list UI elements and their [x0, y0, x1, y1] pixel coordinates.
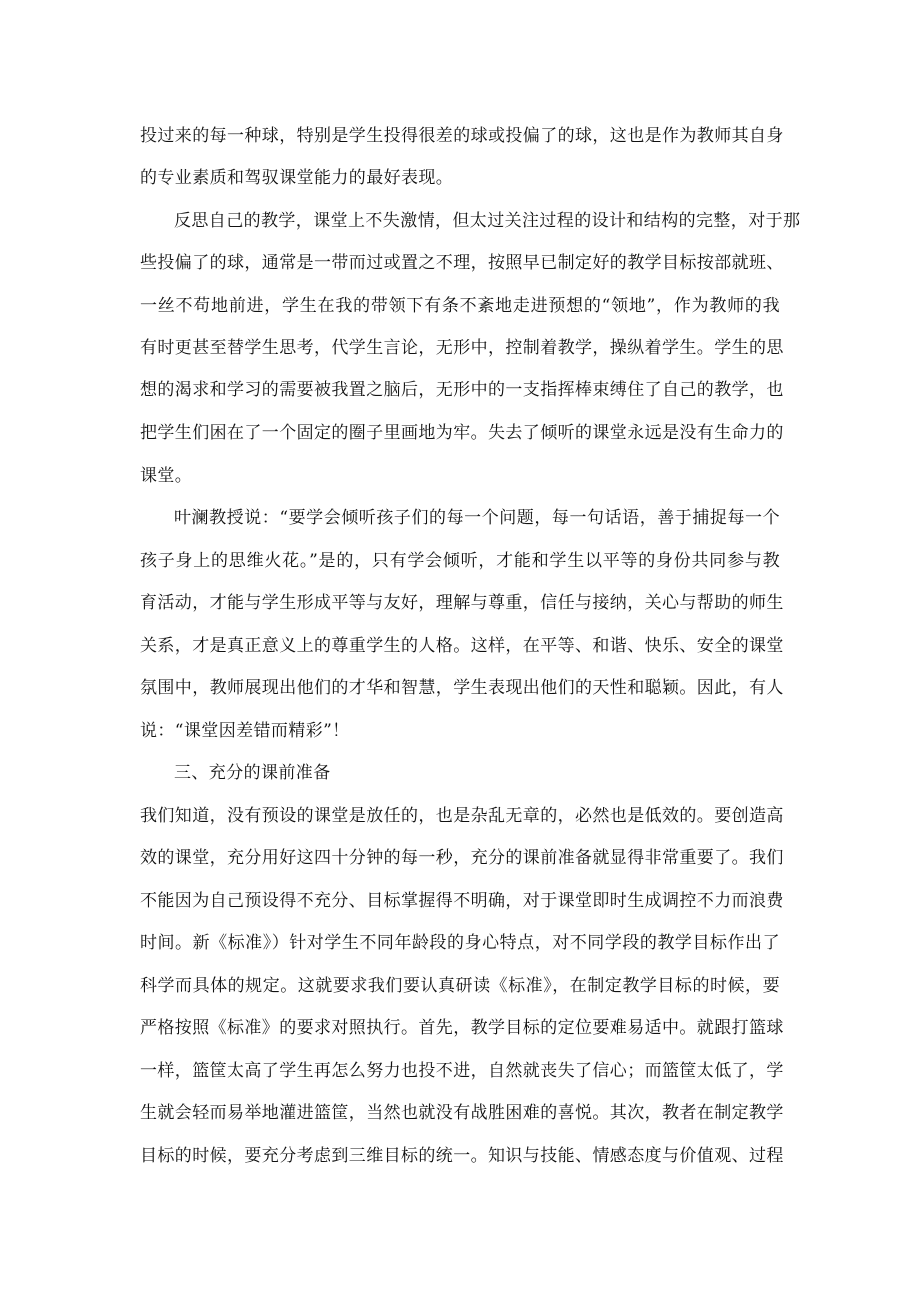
paragraph-1-line: 投过来的每一种球，特别是学生投得很差的球或投偏了的球，这也是作为教师其自身: [140, 126, 784, 146]
paragraph-4-line: 效的课堂，充分用好这四十分钟的每一秒，充分的课前准备就显得非常重要了。我们: [140, 848, 784, 868]
paragraph-3-line: 关系，才是真正意义上的尊重学生的人格。这样，在平等、和谐、快乐、安全的课堂: [140, 636, 784, 656]
paragraph-4-line: 生就会轻而易举地灌进篮筐，当然也就没有战胜困难的喜悦。其次，教者在制定教学: [140, 1103, 784, 1123]
paragraph-4-line: 一样，篮筐太高了学生再怎么努力也投不进，自然就丧失了信心；而篮筐太低了，学: [140, 1061, 784, 1081]
paragraph-2-line: 把学生们困在了一个固定的圈子里画地为牢。失去了倾听的课堂永远是没有生命力的: [140, 423, 784, 443]
paragraph-2-line: 些投偏了的球，通常是一带而过或置之不理，按照早已制定好的教学目标按部就班、: [140, 253, 784, 273]
paragraph-3-line: 育活动，才能与学生形成平等与友好，理解与尊重，信任与接纳，关心与帮助的师生: [140, 593, 784, 613]
paragraph-2-line: 有时更甚至替学生思考，代学生言论，无形中，控制着教学，操纵着学生。学生的思: [140, 338, 784, 358]
paragraph-2-line: 一丝不苟地前进，学生在我的带领下有条不紊地走进预想的“领地”，作为教师的我: [140, 296, 780, 316]
paragraph-3-line: 氛围中，教师展现出他们的才华和智慧，学生表现出他们的天性和聪颖。因此，有人: [140, 678, 784, 698]
paragraph-4-line: 科学而具体的规定。这就要求我们要认真研读《标准》，在制定教学目标的时候，要: [140, 976, 780, 996]
paragraph-4-line: 不能因为自己预设得不充分、目标掌握得不明确，对于课堂即时生成调控不力而浪费: [140, 891, 784, 911]
paragraph-4-line: 严格按照《标准》的要求对照执行。首先，教学目标的定位要难易适中。就跟打篮球: [140, 1018, 784, 1038]
paragraph-1-line: 的专业素质和驾驭课堂能力的最好表现。: [140, 168, 454, 188]
paragraph-3-line: 说：“课堂因差错而精彩”！: [140, 721, 350, 741]
paragraph-2-line: 反思自己的教学，课堂上不失激情，但太过关注过程的设计和结构的完整，对于那: [174, 211, 801, 231]
paragraph-4-line: 我们知道，没有预设的课堂是放任的，也是杂乱无章的，必然也是低效的。要创造高: [140, 806, 784, 826]
paragraph-4-line: 时间。新《标准》）针对学生不同年龄段的身心特点，对不同学段的教学目标作出了: [140, 933, 780, 953]
paragraph-2-line: 课堂。: [140, 466, 193, 486]
paragraph-2-line: 想的渴求和学习的需要被我置之脑后，无形中的一支指挥棒束缚住了自己的教学，也: [140, 380, 784, 400]
paragraph-4-line: 目标的时候，要充分考虑到三维目标的统一。知识与技能、情感态度与价值观、过程: [140, 1146, 784, 1166]
paragraph-3-line: 孩子身上的思维火花。”是的，只有学会倾听，才能和学生以平等的身份共同参与教: [140, 551, 780, 571]
section-heading: 三、充分的课前准备: [174, 763, 331, 783]
paragraph-3-line: 叶澜教授说：“要学会倾听孩子们的每一个问题，每一句话语，善于捕捉每一个: [174, 508, 780, 528]
